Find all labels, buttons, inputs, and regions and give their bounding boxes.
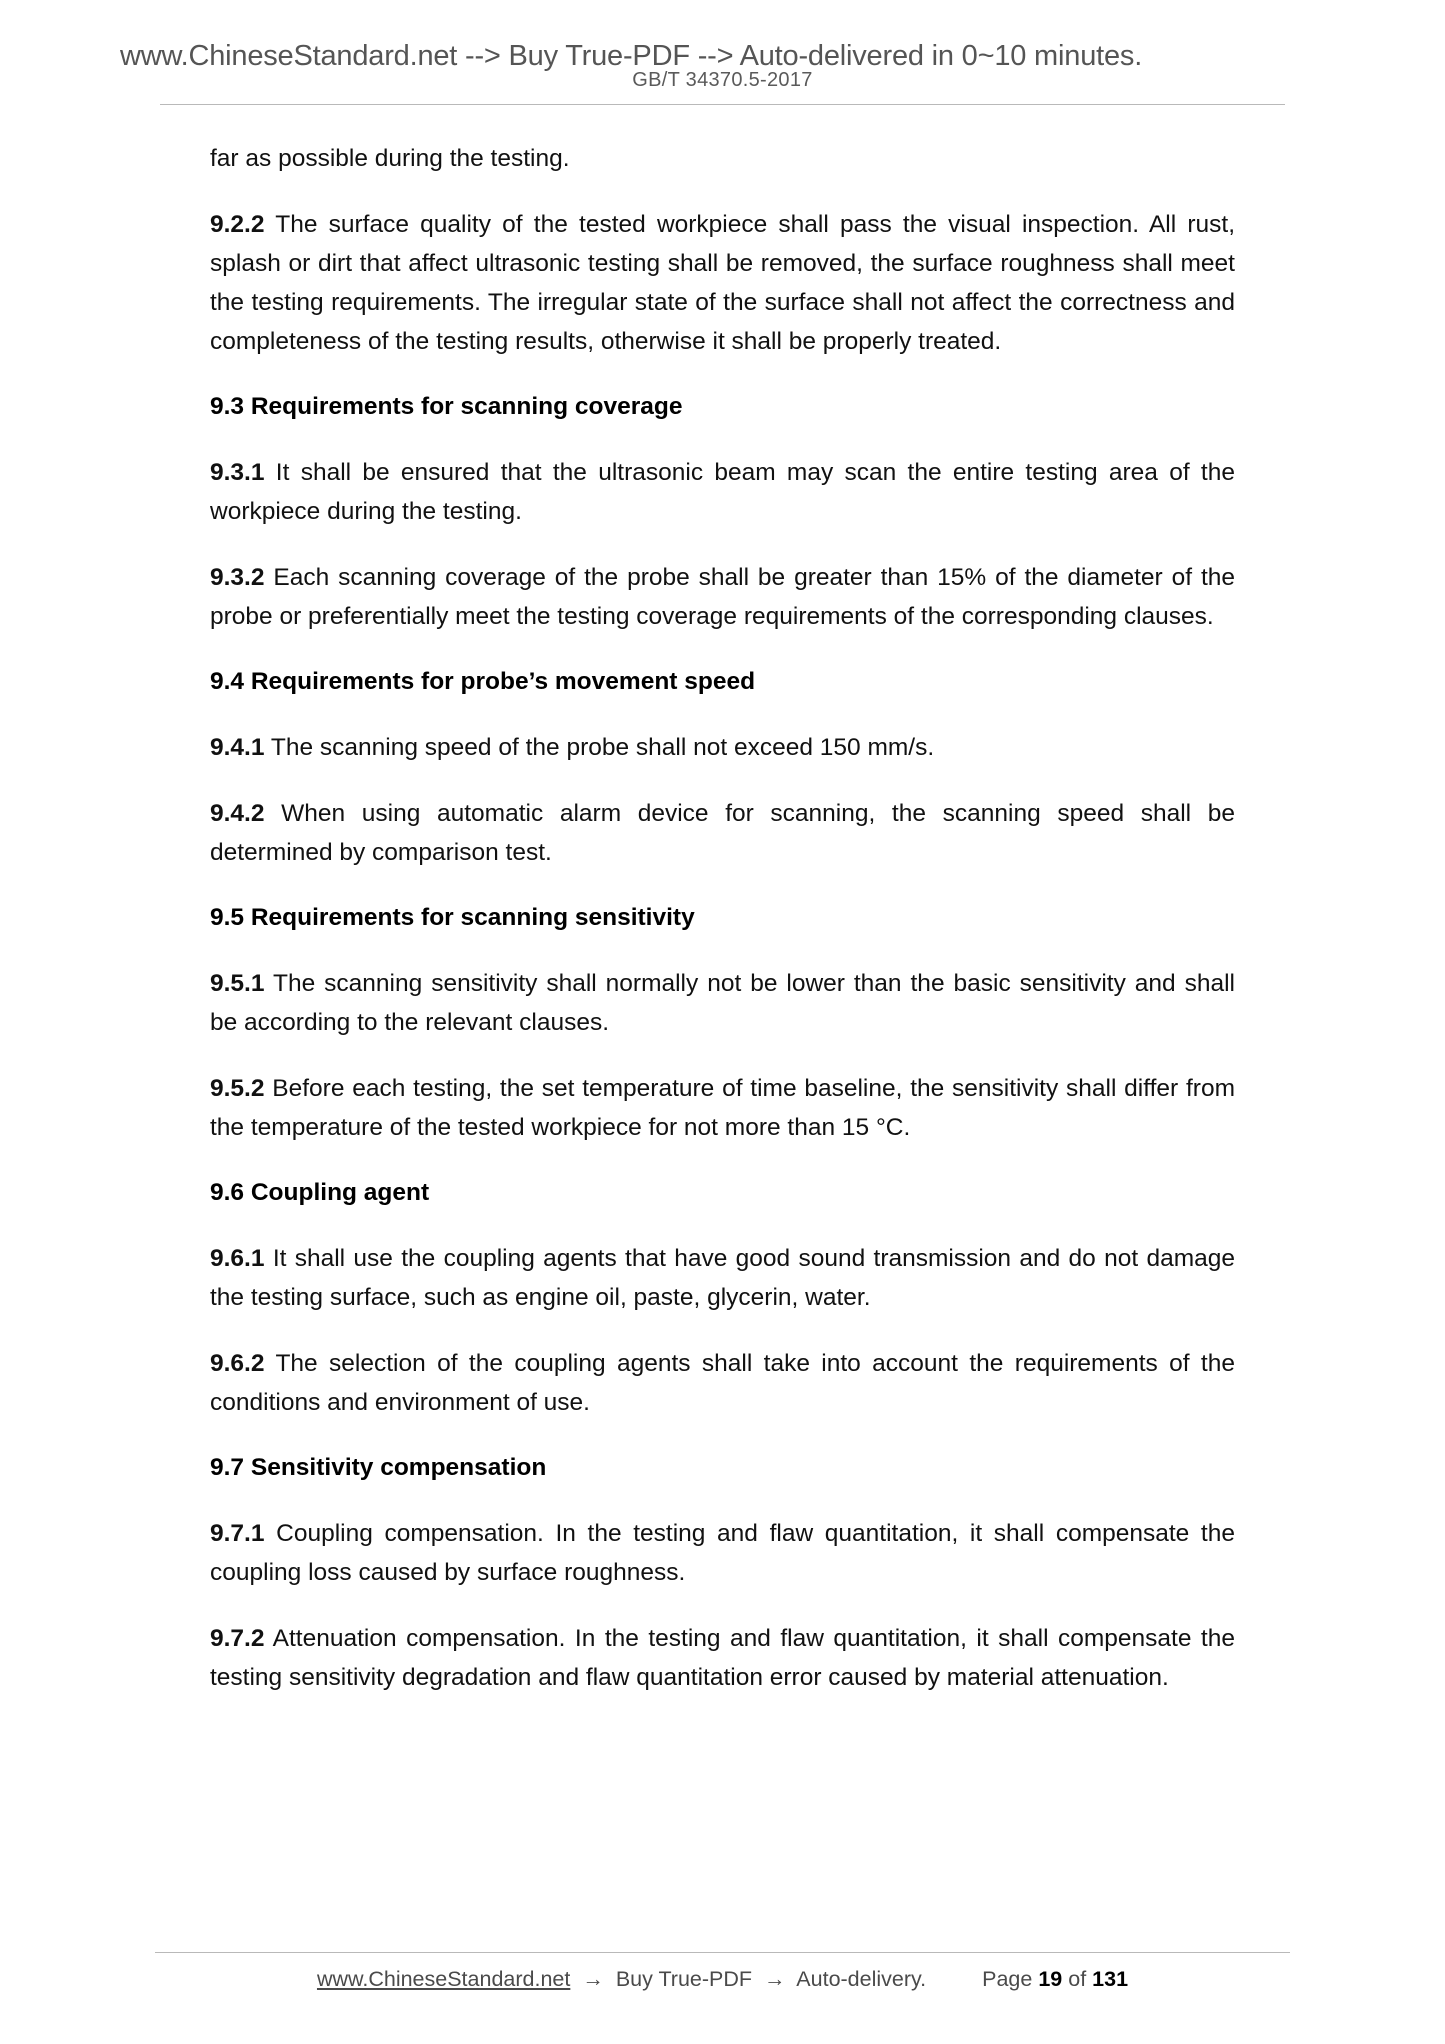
body-paragraph (210, 1239, 1235, 1317)
paragraph-text: Each scanning coverage of the probe shall be greater than 15% of the diameter of the probe or preferentially meet the testing coverage requirements of the corresponding clauses. (210, 564, 1236, 630)
clause-number: 9.2.2 (210, 211, 265, 238)
footer-site-link[interactable]: www.ChineseStandard.net (316, 1967, 571, 1991)
paragraph-text: Attenuation compensation. In the testing and flaw quantitation, it shall compensate the testing sensitivity degradation and flaw quantitation error caused by material attenuation. (210, 1625, 1235, 1691)
section-heading: 9.4 Requirements for probe’s movement speed (210, 668, 756, 695)
footer-arrow-2-icon: → (764, 1967, 786, 1991)
paragraph-text: The selection of the coupling agents shall take into account the requirements of the conditions and environment of use. (210, 1350, 1235, 1416)
standard-code: GB/T 34370.5-2017 (632, 69, 813, 91)
body-paragraph (210, 728, 1235, 767)
body-paragraph (210, 1069, 1235, 1147)
section-heading: 9.3 Requirements for scanning coverage (210, 393, 683, 420)
clause-number: 9.7.2 (210, 1625, 265, 1652)
paragraph-text: Coupling compensation. In the testing and flaw quantitation, it shall compensate the coupling loss caused by surface roughness. (210, 1520, 1235, 1586)
paragraph-text: The surface quality of the tested workpiece shall pass the visual inspection. All rust, splash or dirt that affect ultrasonic testing shall be removed, the surface roughness shall meet the testing requirements. The irregular state of the surface shall not affect the correctness and completeness of the testing results, otherwise it shall be properly treated. (210, 211, 1235, 355)
footer-buy-label: Buy True-PDF (615, 1967, 753, 1991)
section-heading: 9.6 Coupling agent (210, 1179, 430, 1206)
footer-total-pages: 131 (1092, 1967, 1129, 1991)
body-paragraph (210, 1514, 1235, 1592)
body-paragraph (210, 1619, 1235, 1697)
body-paragraph (210, 964, 1235, 1042)
section-heading: 9.7 Sensitivity compensation (210, 1454, 547, 1481)
body-paragraph (210, 558, 1235, 636)
paragraph-text: far as possible during the testing. (210, 145, 570, 172)
header-divider (160, 104, 1285, 105)
clause-number: 9.5.1 (210, 970, 265, 997)
clause-number: 9.5.2 (210, 1075, 265, 1102)
clause-number: 9.4.2 (210, 800, 265, 827)
footer-delivery-label: Auto-delivery. (796, 1967, 927, 1991)
section-heading: 9.5 Requirements for scanning sensitivity (210, 904, 695, 931)
paragraph-text: It shall use the coupling agents that have good sound transmission and do not damage the testing surface, such as engine oil, paste, glycerin, water. (210, 1245, 1235, 1311)
clause-number: 9.3.1 (210, 459, 265, 486)
promo-watermark: www.ChineseStandard.net --> Buy True-PDF --> Auto-delivered in 0~10 minutes. (120, 40, 1143, 72)
body-paragraph (210, 794, 1235, 872)
body-paragraph (210, 139, 1235, 178)
document-body (120, 139, 1325, 1697)
body-paragraph (210, 453, 1235, 531)
paragraph-text: When using automatic alarm device for scanning, the scanning speed shall be determined by comparison test. (210, 800, 1235, 866)
body-paragraph (210, 205, 1235, 361)
clause-number: 9.4.1 (210, 734, 265, 761)
clause-number: 9.7.1 (210, 1520, 265, 1547)
clause-number: 9.3.2 (210, 564, 265, 591)
paragraph-text: The scanning sensitivity shall normally not be lower than the basic sensitivity and shall be according to the relevant clauses. (210, 970, 1235, 1036)
paragraph-text: The scanning speed of the probe shall not exceed 150 mm/s. (270, 734, 935, 761)
footer-page-label: Page (982, 1967, 1033, 1991)
paragraph-text: It shall be ensured that the ultrasonic beam may scan the entire testing area of the workpiece during the testing. (210, 459, 1235, 525)
page-footer (120, 1952, 1325, 1992)
footer-page-number: 19 (1038, 1967, 1063, 1991)
footer-divider (155, 1952, 1290, 1953)
clause-number: 9.6.1 (210, 1245, 265, 1272)
footer-of-label: of (1068, 1967, 1087, 1991)
footer-arrow-1-icon: → (582, 1967, 604, 1991)
clause-number: 9.6.2 (210, 1350, 265, 1377)
footer-text (120, 1967, 1325, 1992)
paragraph-text: Before each testing, the set temperature of time baseline, the sensitivity shall differ from the temperature of the tested workpiece for not more than 15 °C. (210, 1075, 1235, 1141)
body-paragraph (210, 1344, 1235, 1422)
